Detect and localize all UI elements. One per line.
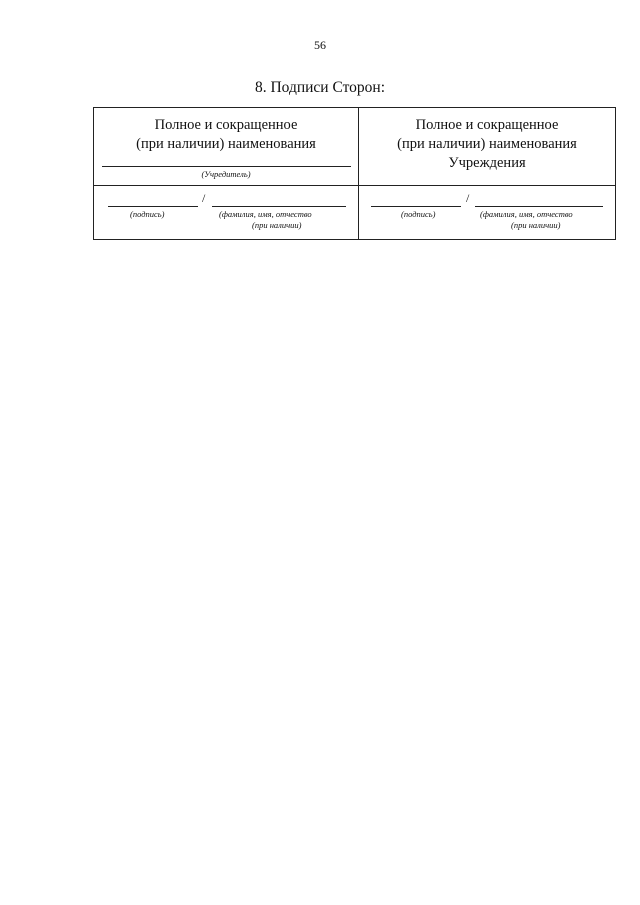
institution-heading-line3: Учреждения [448, 155, 526, 171]
institution-name-heading [359, 116, 615, 173]
founder-fullname-caption-line1: (фамилия, имя, отчество [219, 209, 312, 219]
row-divider [94, 185, 615, 186]
institution-heading-line2: (при наличии) наименования [397, 136, 577, 152]
founder-signature-line [108, 206, 198, 207]
founder-role-caption: (Учредитель) [201, 169, 251, 179]
institution-fullname-caption-line1: (фамилия, имя, отчество [480, 209, 573, 219]
founder-name-line [102, 166, 351, 167]
signatures-table [93, 107, 616, 240]
founder-heading-line2: (при наличии) наименования [136, 136, 316, 152]
institution-fullname-line [475, 206, 603, 207]
institution-signature-caption: (подпись) [401, 209, 436, 219]
institution-fullname-caption-line2: (при наличии) [511, 220, 561, 230]
founder-fullname-line [212, 206, 346, 207]
founder-name-heading [94, 116, 358, 154]
institution-separator: / [466, 191, 470, 205]
institution-signature-line [371, 206, 461, 207]
institution-heading-line1: Полное и сокращенное [415, 117, 559, 133]
founder-signature-caption: (подпись) [130, 209, 165, 219]
founder-fullname-caption-line2: (при наличии) [252, 220, 302, 230]
founder-separator: / [202, 191, 206, 205]
section-title: 8. Подписи Сторон: [254, 79, 386, 96]
founder-heading-line1: Полное и сокращенное [154, 117, 298, 133]
page-number: 56 [314, 38, 326, 52]
